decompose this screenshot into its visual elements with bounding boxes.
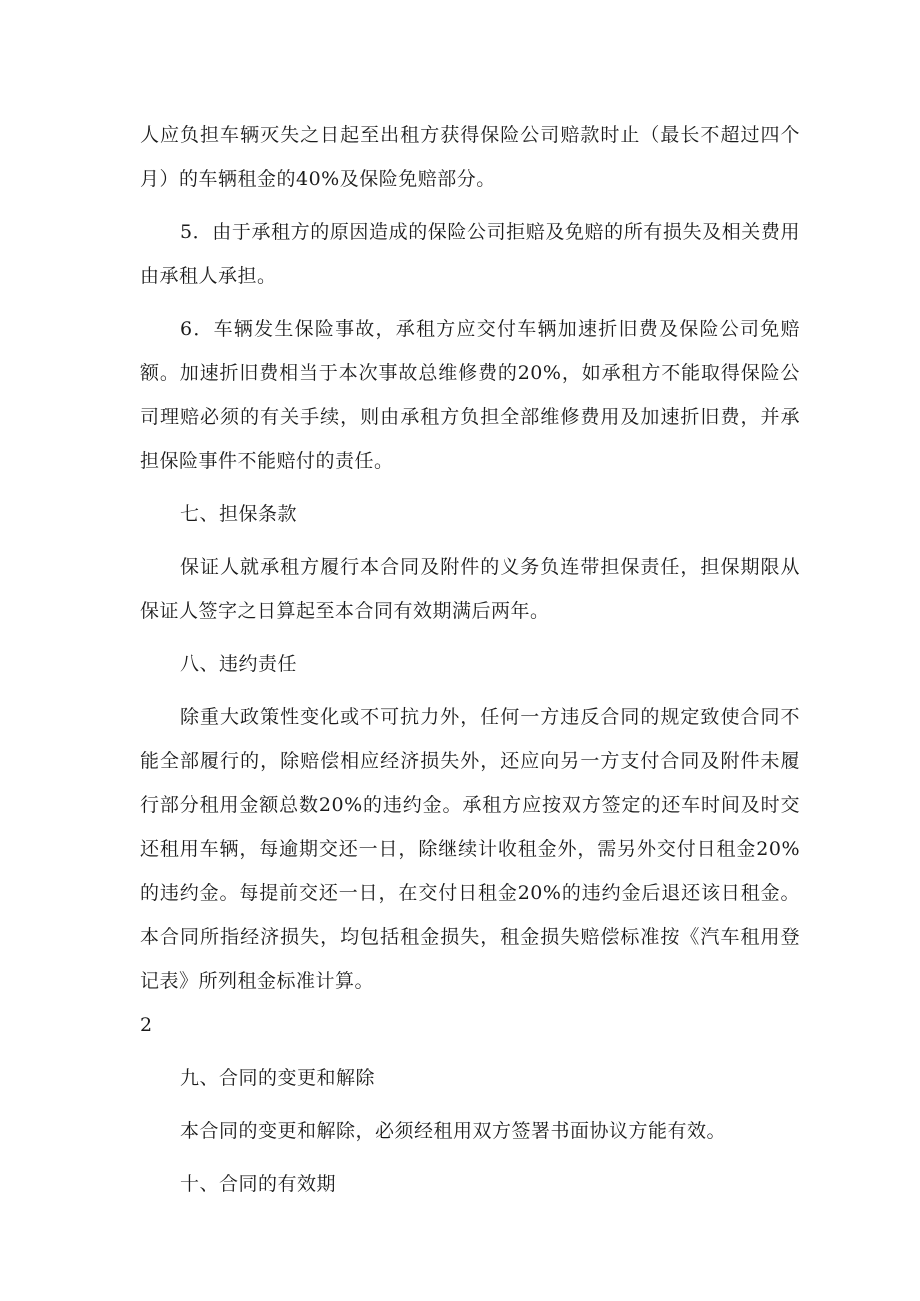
document-body [140,113,800,1206]
paragraph-clause-5: 5．由于承租方的原因造成的保险公司拒赔及免赔的所有损失及相关费用由承租人承担。 [140,221,800,287]
section-heading-validity: 十、合同的有效期 [180,1173,337,1195]
paragraph-guarantee: 保证人就承租方履行本合同及附件的义务负连带担保责任，担保期限从保证人签字之日算起至本合同有效期满后两年。 [140,556,800,622]
paragraph-rent-liability: 人应负担车辆灭失之日起至出租方获得保险公司赔款时止（最长不超过四个月）的车辆租金的40%及保险免赔部分。 [140,124,800,190]
section-heading-guarantee: 七、担保条款 [180,503,298,525]
section-heading-amendment: 九、合同的变更和解除 [180,1067,376,1089]
page-number: 2 [140,1014,153,1036]
paragraph-amendment: 本合同的变更和解除，必须经租用双方签署书面协议方能有效。 [180,1120,727,1142]
paragraph-breach: 除重大政策性变化或不可抗力外，任何一方违反合同的规定致使合同不能全部履行的，除赔偿相应经济损失外，还应向另一方支付合同及附件未履行部分租用金额总数20%的违约金。承租方应按双方签定的还车时间及时交还租用车辆，每逾期交还一日，除继续计收租金外，需另外交付日租金20%的违约金。每提前交还一日，在交付日租金20%的违约金后退还该日租金。本合同所指经济损失，均包括租金损失，租金损失赔偿标准按《汽车租用登记表》所列租金标准计算。 [140,706,800,992]
paragraph-clause-6: 6．车辆发生保险事故，承租方应交付车辆加速折旧费及保险公司免赔额。加速折旧费相当于本次事故总维修费的20%，如承租方不能取得保险公司理赔必须的有关手续，则由承租方负担全部维修费用及加速折旧费，并承担保险事件不能赔付的责任。 [140,318,800,472]
section-heading-breach: 八、违约责任 [180,653,298,675]
